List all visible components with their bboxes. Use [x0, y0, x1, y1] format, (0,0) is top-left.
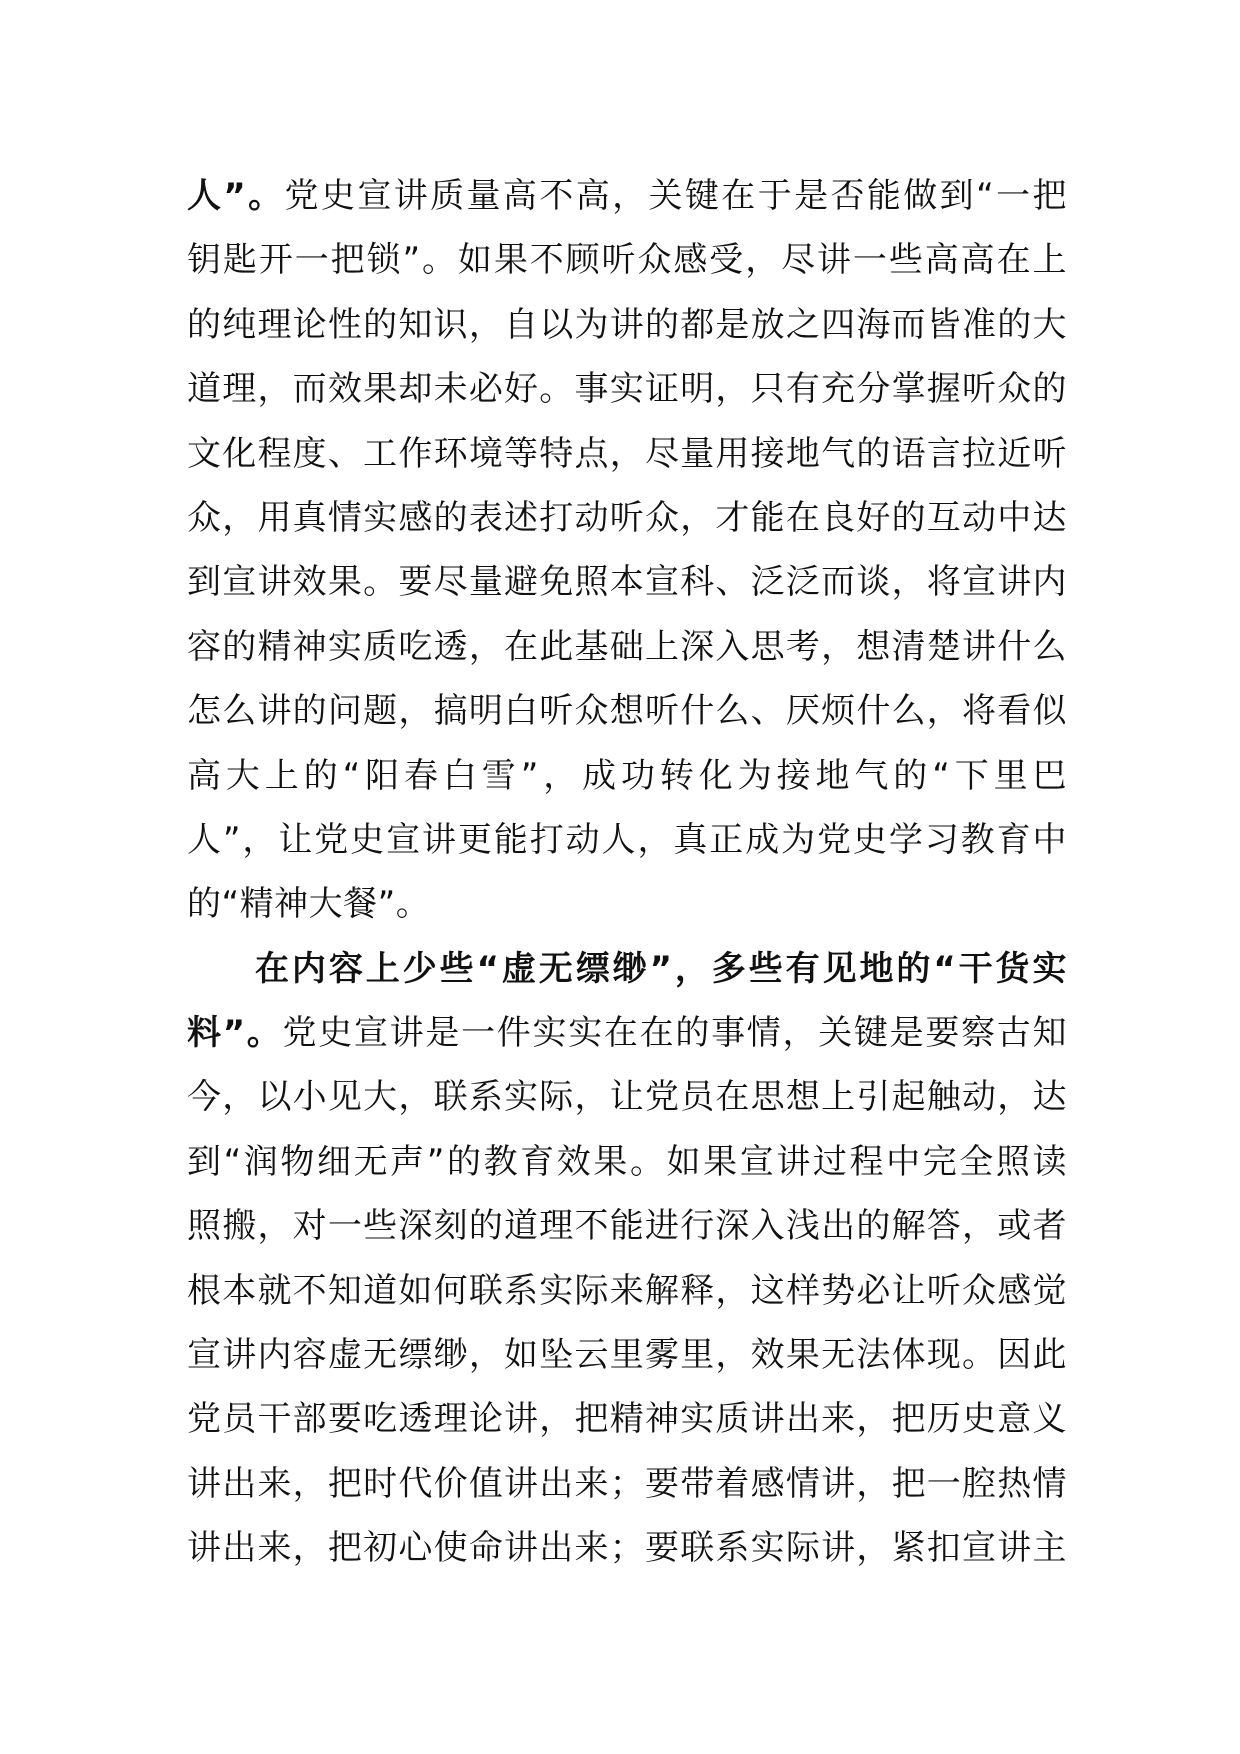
paragraph-line: 的纯理论性的知识，自以为讲的都是放之四海而皆准的大 [187, 304, 1067, 345]
paragraph-1 [187, 164, 1067, 937]
line-text: 党史宣讲质量高不高，关键在于是否能做到“一把 [284, 176, 1067, 216]
paragraph-line: 钥匙开一把锁”。如果不顾听众感受，尽讲一些高高在上 [187, 240, 1067, 281]
paragraph-line: 容的精神实质吃透，在此基础上深入思考，想清楚讲什么 [187, 626, 1067, 667]
paragraph-line: 高大上的“阳春白雪”，成功转化为接地气的“下里巴 [187, 755, 1067, 796]
paragraph-line: 的“精神大餐”。 [187, 884, 431, 925]
paragraph-line: 照搬，对一些深刻的道理不能进行深入浅出的解答，或者 [187, 1206, 1067, 1247]
paragraph-line: 到“润物细无声”的教育效果。如果宣讲过程中完全照读 [187, 1141, 1067, 1182]
paragraph-line: 众，用真情实感的表述打动听众，才能在良好的互动中达 [187, 497, 1067, 538]
paragraph-line: 宣讲内容虚无缥缈，如坠云里雾里，效果无法体现。因此 [187, 1335, 1067, 1376]
document-body [187, 164, 1067, 1581]
paragraph-line: 讲出来，把初心使命讲出来；要联系实际讲，紧扣宣讲主 [187, 1528, 1067, 1569]
line-text: 党史宣讲是一件实实在在的事情，关键是要察古知 [282, 1013, 1067, 1054]
paragraph-line: 文化程度、工作环境等特点，尽量用接地气的语言拉近听 [187, 433, 1067, 474]
paragraph-line: 道理，而效果却未必好。事实证明，只有充分掌握听众的 [187, 369, 1067, 410]
paragraph-line: 根本就不知道如何联系实际来解释，这样势必让听众感觉 [187, 1270, 1067, 1311]
paragraph-line: 今，以小见大，联系实际，让党员在思想上引起触动，达 [187, 1077, 1067, 1118]
paragraph-line: 到宣讲效果。要尽量避免照本宣科、泛泛而谈，将宣讲内 [187, 562, 1067, 603]
bold-heading-tail: 人”。 [187, 176, 285, 216]
paragraph-heading: 在内容上少些“虚无缥缈”，多些有见地的“干货实 [255, 948, 1067, 989]
bold-heading-tail: 料”。 [187, 1013, 283, 1054]
paragraph-line: 人”，让党史宣讲更能打动人，真正成为党史学习教育中 [187, 819, 1067, 860]
paragraph-line [187, 164, 1067, 228]
paragraph-line [187, 1001, 1067, 1065]
paragraph-line: 怎么讲的问题，搞明白听众想听什么、厌烦什么，将看似 [187, 691, 1067, 732]
paragraph-line: 党员干部要吃透理论讲，把精神实质讲出来，把历史意义 [187, 1399, 1067, 1440]
paragraph-line: 讲出来，把时代价值讲出来；要带着感情讲，把一腔热情 [187, 1463, 1067, 1504]
paragraph-2 [187, 937, 1067, 1581]
